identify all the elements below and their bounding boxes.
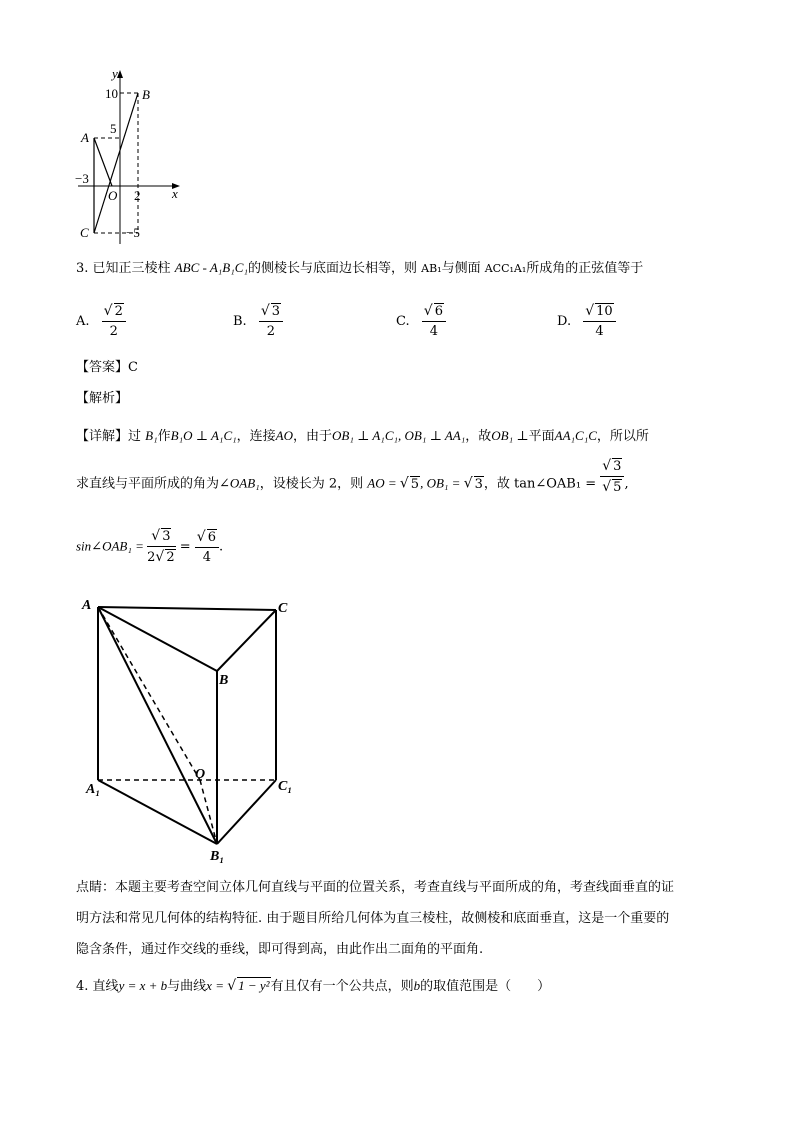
analysis-line	[76, 391, 128, 407]
comment-line-2: 明方法和常见几何体的结构特征. 由于题目所给几何体为直三棱柱，故侧棱和底面垂直，这是一个重要的	[76, 911, 670, 926]
vertex-b1-label: B₁	[210, 849, 225, 864]
question-number: 3.	[76, 261, 89, 276]
vertex-a-label: A	[82, 598, 92, 613]
y-axis-arrow	[117, 70, 123, 78]
question-3-stem: 3. 已知正三棱柱 ABC - A₁B₁C₁的侧棱长与底面边长相等，则 AB₁与侧面 ACC₁A₁所成角的正弦值等于	[76, 260, 644, 276]
prism-figure	[80, 592, 310, 868]
detail-line-3: sin∠OAB₁ = $\frac{√ 3}{2√ 2}$ = $\frac{√ 6}{4}$ .	[76, 528, 224, 565]
option-a[interactable]: A. $\frac{√ 2}{2}$	[76, 303, 126, 340]
option-b[interactable]: B. $\frac{√ 3}{2}$	[233, 303, 283, 340]
detail-line-1: 【详解】过 B₁作B₁O ⊥ A₁C₁，连接AO，由于OB₁ ⊥ A₁C₁, OB₁ ⊥ AA₁，故OB₁ ⊥平面AA₁C₁C，所以所	[76, 428, 649, 444]
tick-5: 5	[110, 121, 117, 136]
plane-name: ACC₁A₁	[484, 262, 527, 275]
line-name: AB₁	[421, 262, 442, 275]
tick-2: 2	[134, 188, 141, 203]
detail-label: 【详解】	[76, 429, 129, 444]
answer-label: 【答案】	[76, 360, 129, 375]
x-axis-label: x	[172, 186, 178, 201]
comment-line-3: 隐含条件，通过作交线的垂线，即可得到高，由此作出二面角的平面角.	[76, 942, 484, 957]
tick-neg3: −3	[75, 171, 89, 186]
point-c-label: C	[80, 225, 89, 240]
vertex-c1-label: C₁	[278, 779, 293, 794]
question-4-stem: 4. 直线y = x + b与曲线x = √ 1 − y²有且仅有一个公共点，则b的取值范围是（ ）	[76, 978, 551, 994]
vertex-b-label: B	[219, 673, 229, 688]
tick-10: 10	[105, 86, 118, 101]
coordinate-graph	[72, 66, 192, 246]
answer-line	[76, 360, 138, 376]
point-b-label: B	[142, 87, 150, 102]
tick-neg5: −5	[126, 225, 140, 240]
option-d[interactable]: D. $\frac{√ 10}{4}$	[557, 303, 616, 340]
option-c[interactable]: C. $\frac{√ 6}{4}$	[396, 303, 446, 340]
y-axis-label: y	[112, 66, 118, 81]
question-number: 4.	[76, 979, 89, 994]
origin-label: O	[108, 188, 118, 203]
answer-value: C	[128, 360, 138, 375]
point-o-label: O	[195, 767, 206, 782]
comment-line-1: 点睛：本题主要考查空间立体几何直线与平面的位置关系，考查直线与平面所成的角，考查线面垂直的证	[76, 880, 675, 895]
analysis-label: 【解析】	[76, 391, 129, 406]
vertex-a1-label: A₁	[86, 782, 101, 797]
point-a-label: A	[81, 130, 89, 145]
detail-line-2: 求直线与平面所成的角为∠OAB₁，设棱长为 2，则 AO = √ 5, OB₁ = √ 3，故 tan∠OAB₁ = $\frac{√ 3}{√ 5}$ ,	[76, 458, 629, 495]
prism-name: ABC - A₁B₁C₁	[174, 260, 248, 275]
vertex-c-label: C	[278, 601, 288, 616]
